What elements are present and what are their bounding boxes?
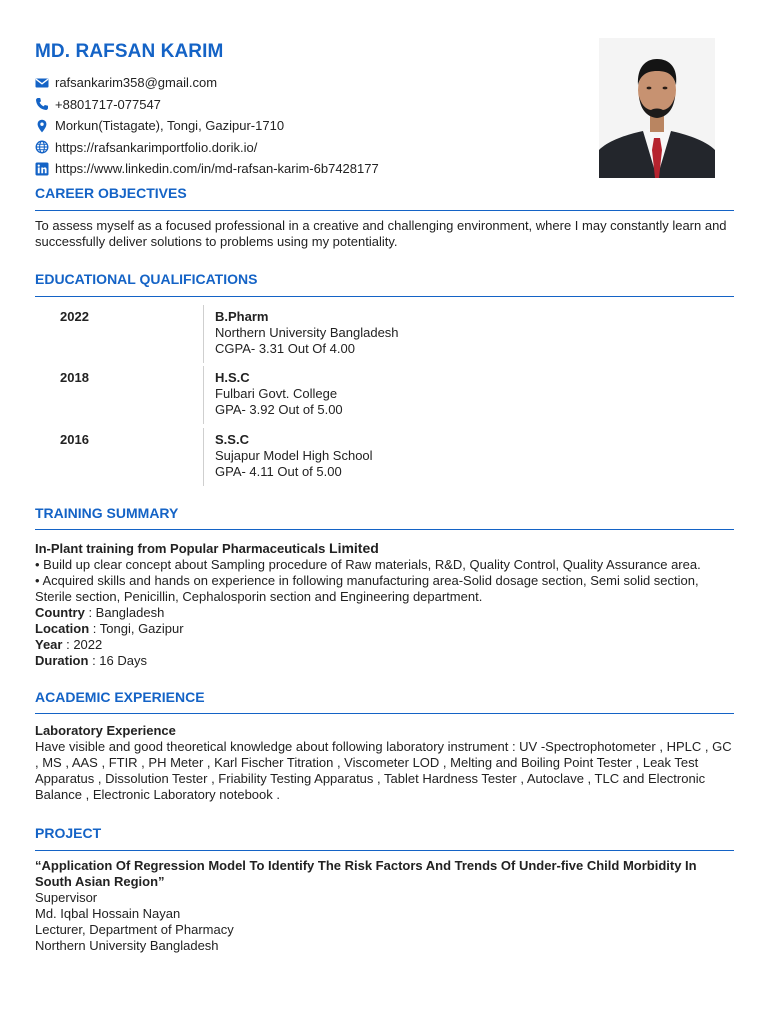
section-divider: [35, 210, 734, 211]
location-pin-icon: [35, 119, 49, 133]
section-divider: [35, 713, 734, 714]
education-details: [215, 309, 399, 357]
education-heading: EDUCATIONAL QUALIFICATIONS: [35, 271, 258, 287]
education-entry: [35, 366, 734, 422]
education-year: 2016: [60, 432, 89, 447]
education-details: [215, 370, 343, 418]
training-details: [35, 540, 734, 669]
country-label: Country: [35, 605, 85, 620]
website-link: https://rafsankarimportfolio.dorik.io/: [55, 139, 258, 155]
project-line: Lecturer, Department of Pharmacy: [35, 922, 234, 937]
project-heading: PROJECT: [35, 825, 102, 841]
training-heading: TRAINING SUMMARY: [35, 505, 179, 521]
timeline-divider: [203, 305, 204, 363]
training-title-tail: Limited: [329, 540, 379, 556]
section-divider: [35, 529, 734, 530]
education-institution: Fulbari Govt. College: [215, 386, 338, 401]
education-year: 2022: [60, 309, 89, 324]
linkedin-link: https://www.linkedin.com/in/md-rafsan-karim-6b7428177: [55, 161, 379, 177]
training-bullet: • Build up clear concept about Sampling procedure of Raw materials, R&D, Quality Control, Quality Assurance area.: [35, 557, 701, 572]
education-year: 2018: [60, 370, 89, 385]
email-icon: [35, 76, 49, 90]
education-institution: Sujapur Model High School: [215, 448, 373, 463]
career-objectives-heading: CAREER OBJECTIVES: [35, 185, 187, 201]
training-year: [35, 637, 734, 653]
education-result: GPA- 3.92 Out of 5.00: [215, 402, 343, 417]
contact-list: [35, 72, 379, 180]
section-divider: [35, 296, 734, 297]
training-country: [35, 605, 734, 621]
project-line: Supervisor: [35, 890, 98, 905]
phone-text: +8801717-077547: [55, 96, 161, 112]
career-objectives-text: To assess myself as a focused professional in a creative and challenging environment, where I may constantly learn and successfully deliver solutions to problems using my potentiality.: [35, 218, 727, 249]
contact-email[interactable]: [35, 72, 379, 94]
duration-label: Duration: [35, 653, 89, 668]
training-title: [35, 540, 734, 557]
training-title-main: In-Plant training from Popular Pharmaceuticals: [35, 541, 330, 556]
education-degree: B.Pharm: [215, 309, 269, 324]
lab-experience-subtitle: Laboratory Experience: [35, 723, 176, 738]
education-result: CGPA- 3.31 Out Of 4.00: [215, 341, 355, 356]
training-bullet: • Acquired skills and hands on experience in following manufacturing area-Solid dosage section, Semi solid section, Sterile section, Penicillin, Cephalosporin section and Engineering department.: [35, 573, 699, 604]
linkedin-icon: [35, 162, 49, 176]
globe-icon: [35, 140, 49, 154]
project-title: “Application Of Regression Model To Identify The Risk Factors And Trends Of Under-five Child Morbidity In South Asian Region”: [35, 858, 697, 889]
email-text: rafsankarim358@gmail.com: [55, 75, 218, 91]
contact-linkedin[interactable]: [35, 158, 379, 180]
duration-value: : 16 Days: [88, 653, 147, 668]
education-entry: [35, 428, 734, 484]
year-label: Year: [35, 637, 63, 652]
project-details: [35, 858, 734, 954]
lab-experience-text: Have visible and good theoretical knowledge about following laboratory instrument : UV -Spectrophotometer , HPLC , GC , MS , AAS , FTIR , PH Meter , Karl Fischer Titration , Viscometer LOD , Melting and Boiling Point Tester , Leak Test Apparatus , Dissolution Tester , Friability Testing Apparatus , Tablet Hardness Tester , Autoclave , TLC and Electronic Balance , Electronic Laboratory notebook .: [35, 739, 732, 802]
education-result: GPA- 4.11 Out of 5.00: [215, 464, 342, 479]
training-duration: [35, 653, 734, 669]
timeline-divider: [203, 366, 204, 424]
section-divider: [35, 850, 734, 851]
location-value: : Tongi, Gazipur: [89, 621, 184, 636]
address-text: Morkun(Tistagate), Tongi, Gazipur-1710: [55, 118, 285, 134]
training-location: [35, 621, 734, 637]
education-institution: Northern University Bangladesh: [215, 325, 399, 340]
profile-photo-image: [599, 38, 715, 178]
project-line: Md. Iqbal Hossain Nayan: [35, 906, 181, 921]
timeline-divider: [203, 428, 204, 486]
contact-website[interactable]: [35, 137, 379, 159]
contact-phone[interactable]: [35, 94, 379, 116]
phone-icon: [35, 97, 49, 111]
education-details: [215, 432, 373, 480]
education-degree: H.S.C: [215, 370, 250, 385]
location-label: Location: [35, 621, 90, 636]
country-value: : Bangladesh: [84, 605, 165, 620]
candidate-name: MD. RAFSAN KARIM: [35, 41, 224, 62]
year-value: : 2022: [62, 637, 103, 652]
project-line: Northern University Bangladesh: [35, 938, 219, 953]
academic-experience-heading: ACADEMIC EXPERIENCE: [35, 689, 205, 705]
contact-address: [35, 115, 379, 137]
academic-experience-details: [35, 723, 734, 803]
education-degree: S.S.C: [215, 432, 249, 447]
education-entry: [35, 305, 734, 361]
profile-photo: [599, 38, 715, 178]
